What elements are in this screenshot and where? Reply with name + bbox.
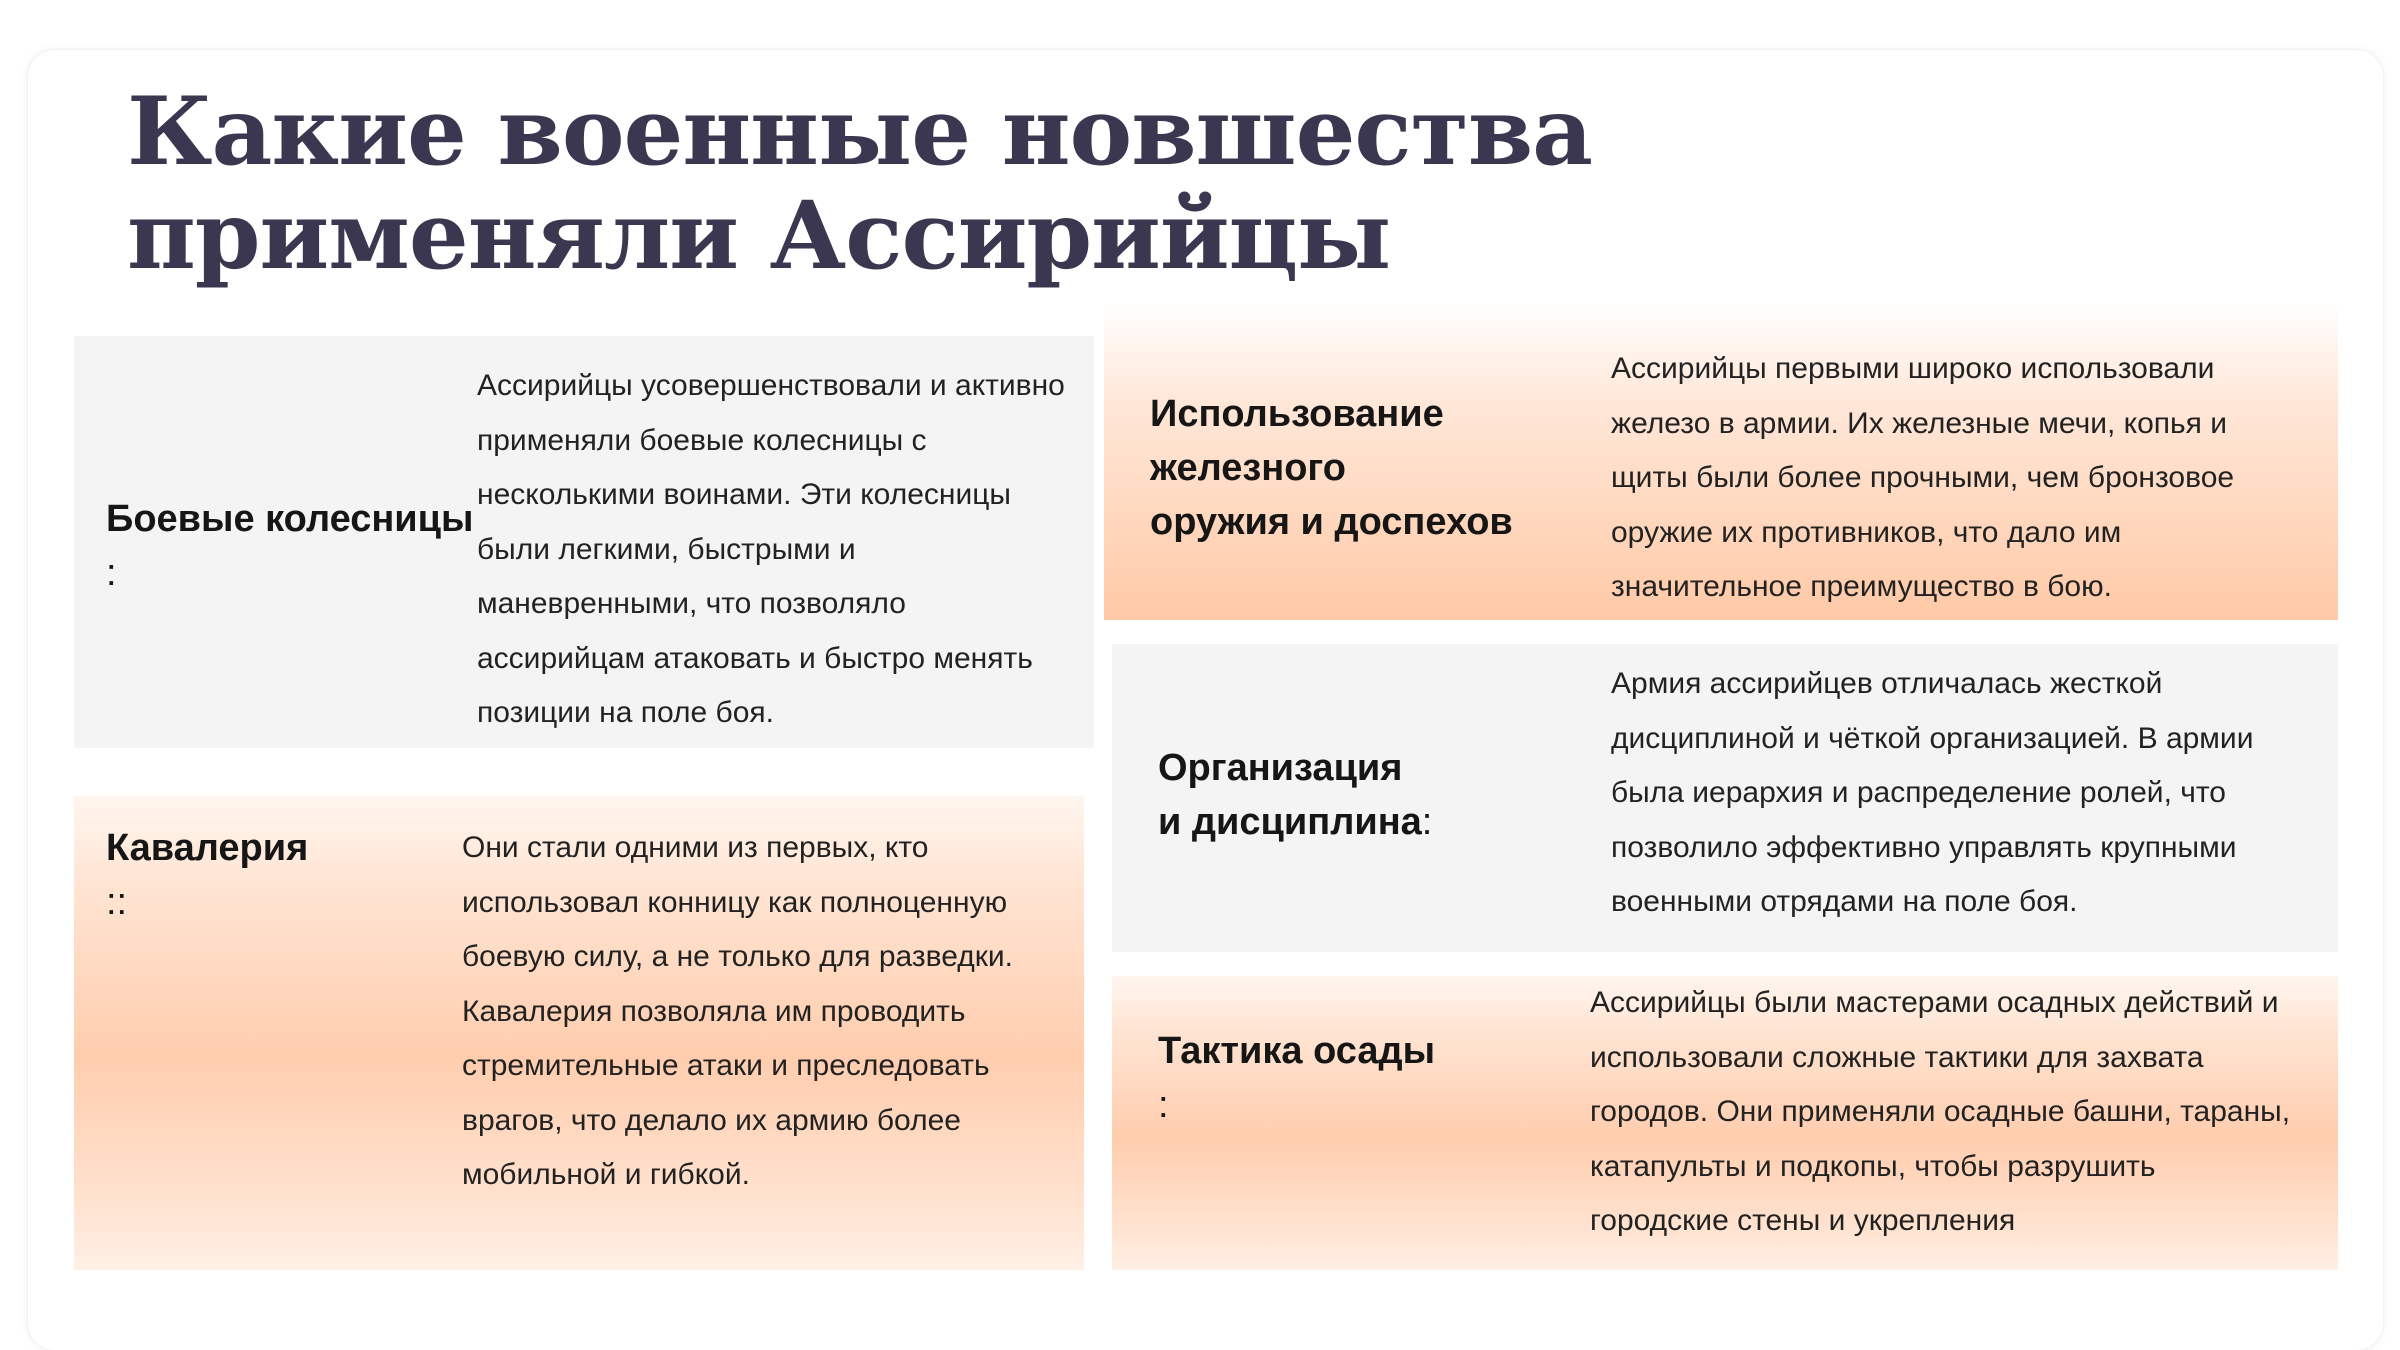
card-iron-weapons [1104,302,2338,620]
card-organization-text: Армия ассирийцев отличалась жесткой дисциплиной и чёткой организацией. В армии была иерархия и распределение ролей, что позволило эффективно управлять крупными военными отрядами на поле боя. [1611,667,2254,918]
title-line-1: Какие военные новшества [127,77,1593,187]
card-chariots-title: Боевые колесницы : [106,498,474,594]
card-cavalry-title: Кавалерия :: [106,827,309,923]
card-organization-title: Организация и дисциплина: [1158,747,1433,843]
card-siege-text: Ассирийцы были мастерами осадных действий и использовали сложные тактики для захвата городов. Они применяли осадные башни, тараны, катапульты и подкопы, чтобы разрушить городские стены и укрепления [1590,986,2291,1237]
title-line-2: применяли Ассирийцы [127,181,1391,291]
page-title [127,77,1627,291]
card-cavalry [74,796,1084,1270]
card-iron-text: Ассирийцы первыми широко использовали железо в армии. Их железные мечи, копья и щиты были более прочными, чем бронзовое оружие их противников, что дало им значительное преимущество в бою. [1611,352,2235,603]
card-siege [1112,976,2338,1270]
card-siege-title: Тактика осады : [1158,1030,1436,1126]
card-chariots [74,336,1094,748]
card-cavalry-text: Они стали одними из первых, кто использовал конницу как полноценную боевую силу, а не только для разведки. Кавалерия позволяла им проводить стремительные атаки и преследовать врагов, что делало их армию более мобильной и гибкой. [462,831,1013,1191]
card-iron-title: Использование железного оружия и доспехов [1150,393,1513,543]
card-organization [1112,644,2338,952]
card-chariots-text: Ассирийцы усовершенствовали и активно применяли боевые колесницы с несколькими воинами. Эти колесницы были легкими, быстрыми и маневренными, что позволяло ассирийцам атаковать и быстро менять позиции на поле боя. [477,369,1065,729]
